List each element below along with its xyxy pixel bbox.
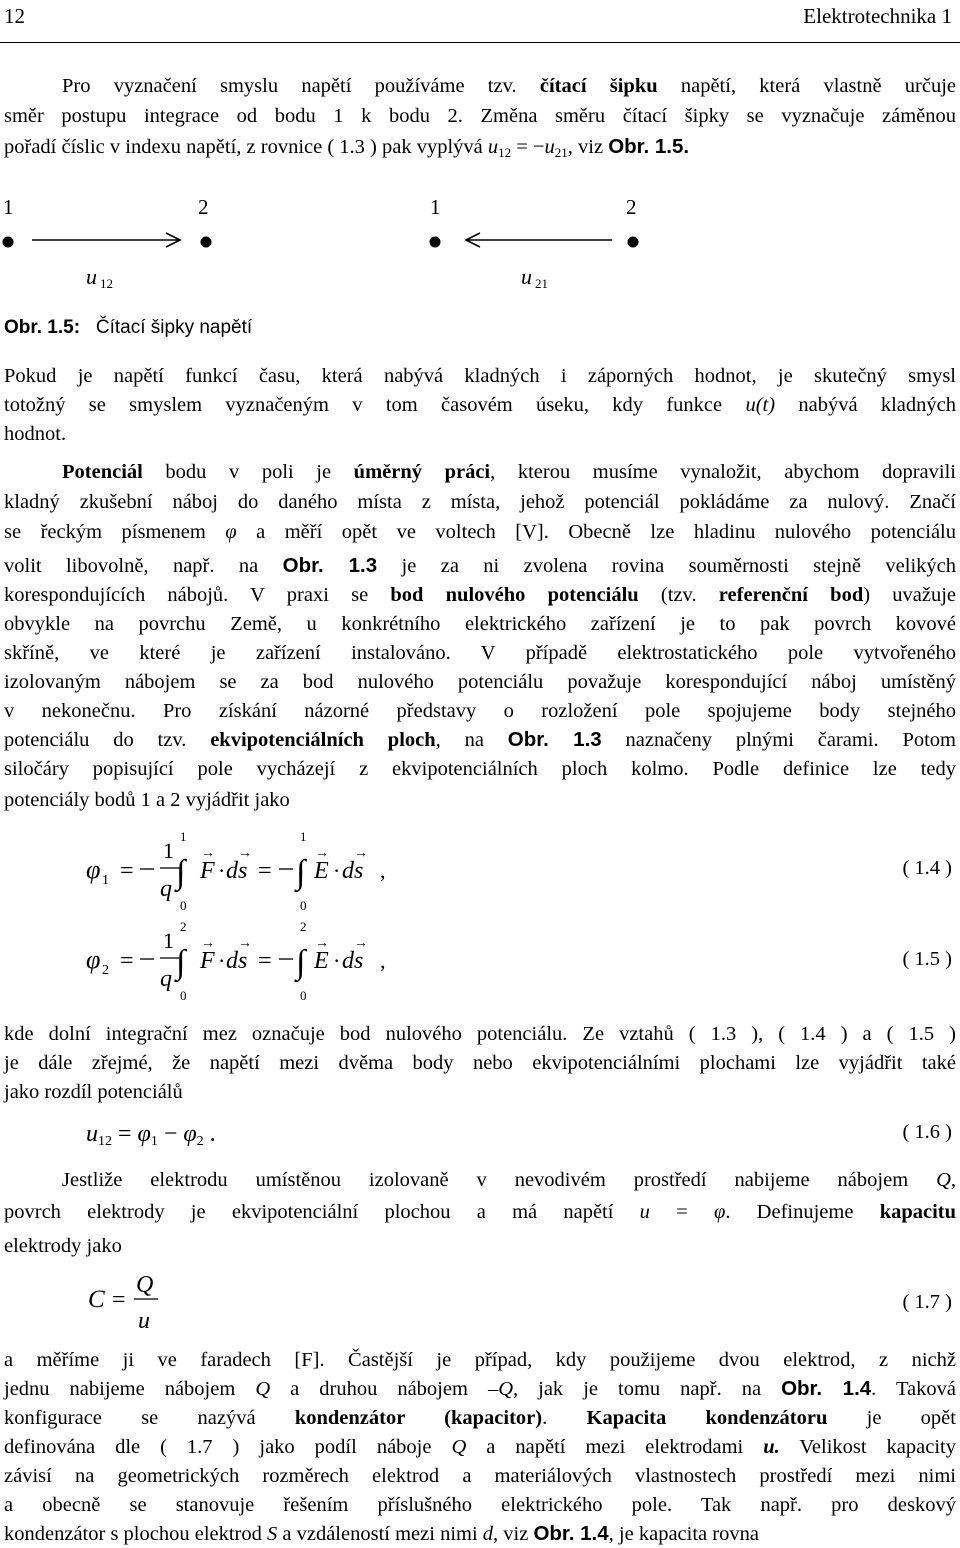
fig-point-1-right bbox=[430, 237, 441, 248]
svg-text:ds: ds bbox=[342, 858, 364, 884]
p6-line-5: závisí na geometrických rozměrech elektrod a materiálových vlastnostech prostředí mezi nimi bbox=[4, 1465, 956, 1487]
svg-text:,: , bbox=[380, 858, 386, 883]
svg-text:0: 0 bbox=[300, 988, 307, 1003]
p6-line-4: definována dle ( 1.7 ) jako podíl náboje Q a napětí mezi elektrodami u. Velikost kapacity bbox=[4, 1436, 956, 1458]
fig-point-2-right bbox=[628, 237, 639, 248]
svg-text:∫: ∫ bbox=[176, 944, 186, 981]
p4-line-2: je dále zřejmé, že napětí mezi dvěma body nebo ekvipotenciálními plochami lze vyjádřit také bbox=[4, 1052, 956, 1074]
svg-text:1: 1 bbox=[102, 873, 109, 888]
p3-line-5: korespondujících nábojů. V praxi se bod nulového potenciálu (tzv. referenční bod) uvažuje bbox=[4, 584, 957, 606]
svg-text:q: q bbox=[160, 966, 172, 992]
p3-line-3: se řeckým písmenem φ a měří opět ve voltech [V]. Obecně lze hladinu nulového potenciálu bbox=[4, 521, 956, 543]
svg-text:→: → bbox=[354, 936, 368, 951]
svg-text:2: 2 bbox=[300, 919, 307, 934]
p2-line-2: totožný se smyslem vyznačeným v tom časovém úseku, kdy funkce u(t) nabývá kladných bbox=[4, 394, 956, 416]
svg-text:2: 2 bbox=[102, 963, 109, 978]
equation-number-1-4: ( 1.4 ) bbox=[902, 857, 952, 879]
svg-text:·: · bbox=[333, 858, 341, 883]
p6-line-2: jednu nabijeme nábojem Q a druhou nábojem –Q, jak je tomu např. na Obr. 1.4. Taková bbox=[4, 1377, 956, 1400]
header-rule bbox=[0, 42, 960, 43]
fig-point-2-left bbox=[201, 237, 212, 248]
p1-line-1: Pro vyznačení smyslu napětí používáme tzv. čítací šipku napětí, která vlastně určuje bbox=[62, 75, 956, 97]
svg-text:·: · bbox=[218, 858, 226, 883]
p3-line-10: potenciálu do tzv. ekvipotenciálních ploch, na Obr. 1.3 naznačeny plnými čarami. Potom bbox=[4, 728, 956, 751]
p4-line-1: kde dolní integrační mez označuje bod nulového potenciálu. Ze vztahů ( 1.3 ), ( 1.4 ) a ( 1.5 ) bbox=[4, 1023, 956, 1045]
p3-line-9: v nekonečnu. Pro získání názorné představy o rozložení pole spojujeme body stejného bbox=[4, 700, 956, 722]
p6-line-1: a měříme ji ve faradech [F]. Častější je případ, kdy použijeme dvou elektrod, z nichž bbox=[4, 1349, 956, 1371]
svg-text:φ: φ bbox=[86, 855, 101, 884]
svg-text:q: q bbox=[160, 876, 172, 902]
p3-line-12: potenciály bodů 1 a 2 vyjádřit jako bbox=[4, 789, 290, 811]
fig-node-1-right: 1 bbox=[430, 195, 441, 219]
fig-node-2-right: 2 bbox=[626, 195, 637, 219]
p3-line-7: skříně, ve které je zařízení instalováno. V případě elektrostatického pole vytvořeného bbox=[4, 642, 956, 664]
svg-text:∫: ∫ bbox=[296, 854, 306, 891]
svg-text:F: F bbox=[200, 948, 215, 974]
fig-node-2-left: 2 bbox=[198, 195, 209, 219]
p4-line-3: jako rozdíl potenciálů bbox=[4, 1081, 183, 1103]
svg-text:1: 1 bbox=[163, 928, 174, 953]
term-citaci-sipka: čítací šipku bbox=[539, 75, 658, 97]
fig-label-u21-sub: 21 bbox=[535, 276, 548, 291]
svg-text:=: = bbox=[258, 948, 272, 974]
fig-node-1-left: 1 bbox=[3, 195, 14, 219]
p5-line-2: povrch elektrody je ekvipotenciální plochou a má napětí u = φ. Definujeme kapacitu bbox=[4, 1201, 957, 1223]
svg-text:0: 0 bbox=[180, 988, 187, 1003]
p1-line-2: směr postupu integrace od bodu 1 k bodu 2. Změna směru čítací šipky se vyznačuje záměnou bbox=[4, 105, 956, 127]
svg-text:2: 2 bbox=[180, 919, 187, 934]
svg-text:0: 0 bbox=[300, 898, 307, 913]
inline-formula-u-phi: u = φ bbox=[639, 1201, 726, 1223]
p1-line-3: pořadí číslic v indexu napětí, z rovnice ( 1.3 ) pak vyplývá $u_{12} = -u_{21}$, viz Obr. 1.5. bbox=[4, 135, 690, 160]
svg-text:u: u bbox=[138, 1308, 150, 1334]
p2-line-3: hodnot. bbox=[4, 423, 67, 445]
svg-text:ds: ds bbox=[226, 948, 248, 974]
p5-line-1: Jestliže elektrodu umístěnou izolovaně v nevodivém prostředí nabijeme nábojem Q, bbox=[62, 1169, 956, 1191]
p3-line-11: siločáry popisující pole vycházejí z ekvipotenciálních ploch kolmo. Podle definice lze tedy bbox=[4, 758, 956, 780]
equation-1-6: $u_{12} = \varphi_1 - \varphi_2$ . bbox=[86, 1121, 216, 1149]
equation-number-1-7: ( 1.7 ) bbox=[902, 1291, 952, 1313]
fig-point-1-left bbox=[3, 237, 14, 248]
svg-text:→: → bbox=[201, 936, 215, 951]
equation-1-5 bbox=[80, 916, 420, 1006]
p5-line-3: elektrody jako bbox=[4, 1235, 122, 1257]
svg-text:1: 1 bbox=[300, 829, 307, 844]
page-number: 12 bbox=[4, 4, 25, 28]
phi-symbol: φ bbox=[225, 521, 237, 543]
voltage-arrows-figure bbox=[0, 190, 960, 300]
svg-text:∫: ∫ bbox=[296, 944, 306, 981]
svg-text:1: 1 bbox=[163, 838, 174, 863]
p6-line-3: konfigurace se nazývá kondenzátor (kapacitor). Kapacita kondenzátoru je opět bbox=[4, 1407, 956, 1429]
fig-label-u12: u bbox=[86, 264, 97, 289]
svg-text:→: → bbox=[238, 936, 252, 951]
svg-text:ds: ds bbox=[226, 858, 248, 884]
p3-line-1: Potenciál bodu v poli je úměrný práci, kterou musíme vynaložit, abychom dopravili bbox=[62, 461, 956, 483]
svg-text:E: E bbox=[314, 948, 329, 974]
svg-text:→: → bbox=[315, 936, 329, 951]
figure-ref: Obr. 1.5. bbox=[608, 135, 690, 158]
svg-text:φ: φ bbox=[86, 945, 101, 974]
svg-text:=: = bbox=[258, 858, 272, 884]
running-title: Elektrotechnika 1 bbox=[803, 4, 952, 28]
fig-label-u12-sub: 12 bbox=[100, 276, 113, 291]
svg-text:→: → bbox=[354, 846, 368, 861]
svg-text:=: = bbox=[120, 858, 134, 884]
svg-text:→: → bbox=[238, 846, 252, 861]
equation-1-4 bbox=[80, 826, 420, 916]
svg-text:E: E bbox=[314, 858, 329, 884]
fig-label-u21: u bbox=[521, 264, 532, 289]
svg-text:,: , bbox=[380, 948, 386, 973]
p3-line-6: obvykle na povrchu Země, u konkrétního elektrického zařízení je to pak povrch kovové bbox=[4, 613, 956, 635]
p3-line-2: kladný zkušební náboj do daného místa z místa, jehož potenciál pokládáme za nulový. Značí bbox=[4, 491, 956, 513]
inline-formula-u12: $u_{12} = -u_{21}$ bbox=[487, 136, 568, 160]
svg-text:1: 1 bbox=[180, 829, 187, 844]
p3-line-4: volit libovolně, např. na Obr. 1.3 je za ni zvolena rovina souměrnosti stejně velikých bbox=[4, 554, 956, 577]
svg-text:=: = bbox=[112, 1287, 126, 1313]
p6-line-6: a obecně se stanovuje řešením příslušného elektrického pole. Tak např. pro deskový bbox=[4, 1494, 956, 1516]
svg-text:→: → bbox=[315, 846, 329, 861]
p2-line-1: Pokud je napětí funkcí času, která nabývá kladných i záporných hodnot, je skutečný smysl bbox=[4, 365, 956, 387]
equation-number-1-5: ( 1.5 ) bbox=[902, 948, 952, 970]
svg-text:=: = bbox=[120, 948, 134, 974]
svg-text:·: · bbox=[333, 948, 341, 973]
svg-text:·: · bbox=[218, 948, 226, 973]
p6-line-7: kondenzátor s plochou elektrod S a vzdáleností mezi nimi d, viz Obr. 1.4, je kapacita rovna bbox=[4, 1522, 759, 1545]
p3-line-8: izolovaným nábojem se za bod nulového potenciálu považuje korespondující náboj umístěný bbox=[4, 671, 956, 693]
equation-number-1-6: ( 1.6 ) bbox=[902, 1121, 952, 1143]
svg-text:Q: Q bbox=[136, 1272, 154, 1298]
svg-text:∫: ∫ bbox=[176, 854, 186, 891]
svg-text:→: → bbox=[201, 846, 215, 861]
figure-caption: Obr. 1.5: Čítací šipky napětí bbox=[4, 317, 253, 338]
svg-text:C: C bbox=[88, 1286, 105, 1313]
svg-text:0: 0 bbox=[180, 898, 187, 913]
equation-1-7 bbox=[80, 1262, 220, 1342]
svg-text:F: F bbox=[200, 858, 215, 884]
svg-text:ds: ds bbox=[342, 948, 364, 974]
